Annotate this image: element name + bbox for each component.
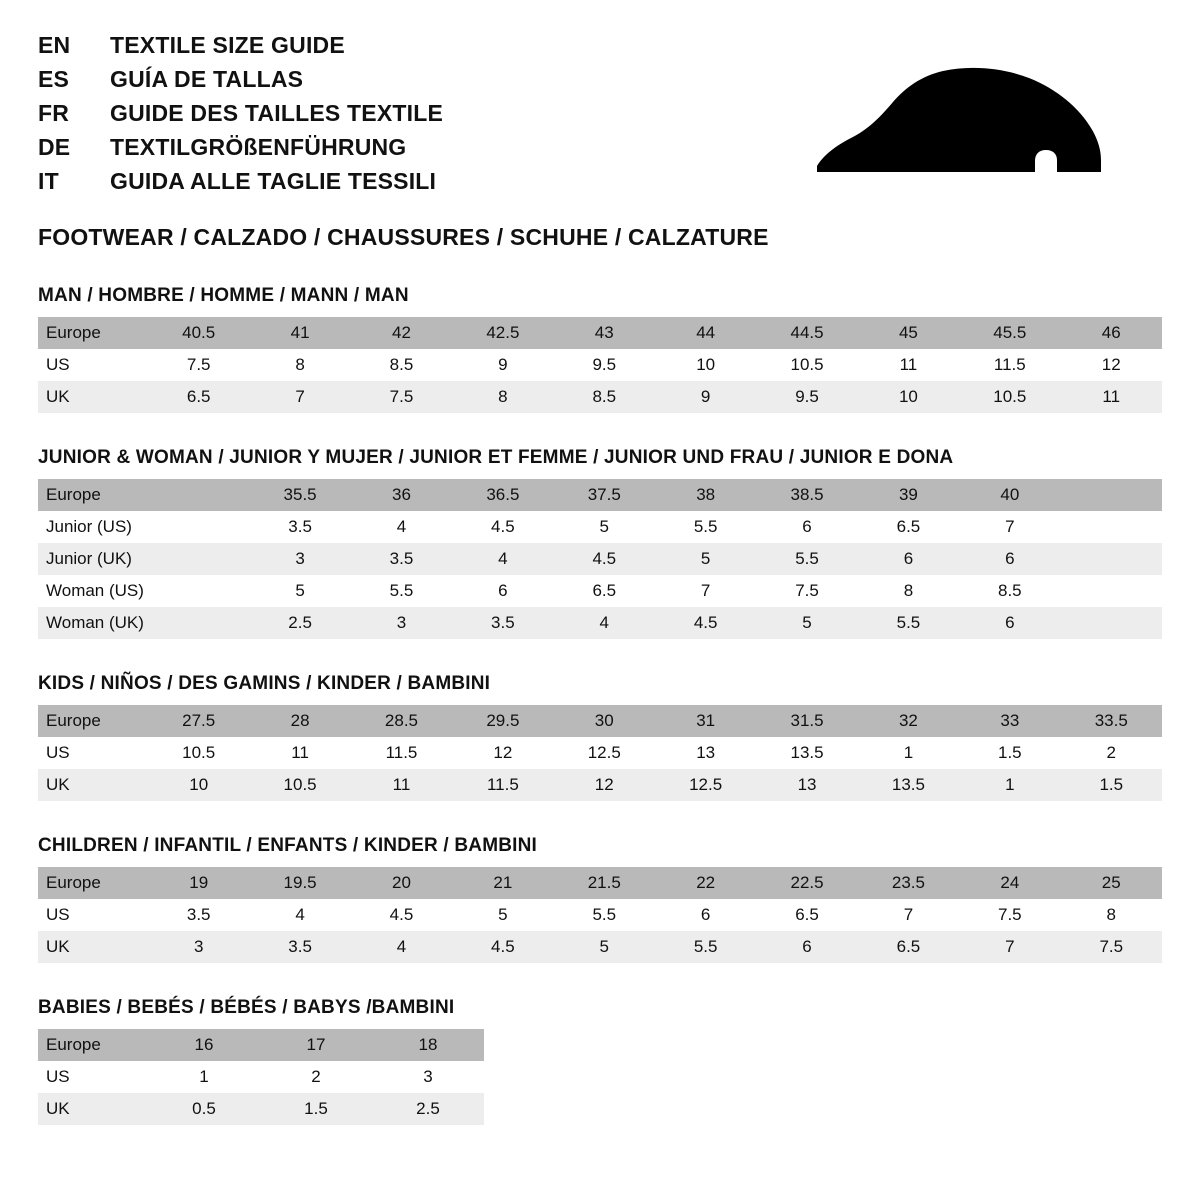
cell: 45.5 [959, 317, 1060, 349]
cell: 1 [959, 769, 1060, 801]
cell: 9.5 [756, 381, 857, 413]
cell: 7 [655, 575, 756, 607]
cell: 20 [351, 867, 452, 899]
cell: 28 [249, 705, 350, 737]
table-row [38, 899, 1162, 931]
cell: 12 [1061, 349, 1162, 381]
cell: 33.5 [1061, 705, 1162, 737]
cell: 12 [452, 737, 553, 769]
row-label: US [38, 737, 148, 769]
language-title: TEXTILGRÖßENFÜHRUNG [110, 134, 407, 160]
cell: 36 [351, 479, 452, 511]
cell: 38.5 [756, 479, 857, 511]
row-label: Junior (UK) [38, 543, 148, 575]
row-label: UK [38, 931, 148, 963]
size-table [38, 317, 1162, 413]
cell: 23.5 [858, 867, 959, 899]
cell: 44.5 [756, 317, 857, 349]
cell: 6 [452, 575, 553, 607]
table-row [38, 1029, 484, 1061]
table-row [38, 543, 1162, 575]
cell: 31.5 [756, 705, 857, 737]
cell: 32 [858, 705, 959, 737]
cell: 21.5 [554, 867, 655, 899]
cell: 7.5 [959, 899, 1060, 931]
cell [1061, 575, 1162, 607]
cell: 6.5 [148, 381, 249, 413]
cell: 8.5 [959, 575, 1060, 607]
cell: 3.5 [351, 543, 452, 575]
section-title: MAN / HOMBRE / HOMME / MANN / MAN [38, 285, 409, 306]
cell: 10 [655, 349, 756, 381]
cell: 8 [452, 381, 553, 413]
cell: 46 [1061, 317, 1162, 349]
cell [1061, 543, 1162, 575]
cell: 4.5 [351, 899, 452, 931]
cell: 6.5 [756, 899, 857, 931]
cell: 4 [554, 607, 655, 639]
cell: 4.5 [452, 511, 553, 543]
cell: 2.5 [249, 607, 350, 639]
cell: 8 [249, 349, 350, 381]
cell: 18 [372, 1029, 484, 1061]
cell: 13.5 [858, 769, 959, 801]
size-table [38, 479, 1162, 639]
cell: 5.5 [351, 575, 452, 607]
cell: 1 [148, 1061, 260, 1093]
cell: 11 [1061, 381, 1162, 413]
row-label: Woman (UK) [38, 607, 148, 639]
section-babies [38, 997, 1162, 1125]
language-code: ES [38, 66, 70, 92]
cell: 10.5 [756, 349, 857, 381]
cell: 5.5 [756, 543, 857, 575]
cell: 3.5 [249, 511, 350, 543]
section-kids [38, 673, 1162, 801]
cell: 4 [249, 899, 350, 931]
cell [1061, 479, 1162, 511]
section-title: BABIES / BEBÉS / BÉBÉS / BABYS /BAMBINI [38, 997, 455, 1018]
section-title: JUNIOR & WOMAN / JUNIOR Y MUJER / JUNIOR ET FEMME / JUNIOR UND FRAU / JUNIOR E DONA [38, 447, 954, 468]
cell: 12 [554, 769, 655, 801]
language-title: TEXTILE SIZE GUIDE [110, 32, 345, 58]
size-table [38, 1029, 484, 1125]
cell: 4 [452, 543, 553, 575]
cell: 7.5 [756, 575, 857, 607]
section-title: KIDS / NIÑOS / DES GAMINS / KINDER / BAMBINI [38, 673, 491, 694]
cell: 2 [1061, 737, 1162, 769]
cell: 36.5 [452, 479, 553, 511]
cell: 42 [351, 317, 452, 349]
cell: 11 [351, 769, 452, 801]
row-label: Europe [38, 867, 148, 899]
cell: 31 [655, 705, 756, 737]
table-row [38, 1061, 484, 1093]
table-row [38, 931, 1162, 963]
cell: 24 [959, 867, 1060, 899]
cell: 5.5 [554, 899, 655, 931]
cell: 12.5 [655, 769, 756, 801]
cell: 9 [655, 381, 756, 413]
row-label: Europe [38, 1029, 148, 1061]
cell: 5.5 [655, 931, 756, 963]
cell: 3.5 [249, 931, 350, 963]
cell: 13.5 [756, 737, 857, 769]
cell: 7.5 [1061, 931, 1162, 963]
cell: 9.5 [554, 349, 655, 381]
table-row [38, 705, 1162, 737]
row-label: UK [38, 769, 148, 801]
cell: 30 [554, 705, 655, 737]
cell: 6 [655, 899, 756, 931]
cell: 6.5 [858, 511, 959, 543]
cell: 1 [858, 737, 959, 769]
cell [148, 479, 249, 511]
row-label: Europe [38, 479, 148, 511]
cell: 6.5 [554, 575, 655, 607]
cell: 5 [249, 575, 350, 607]
table-row [38, 867, 1162, 899]
size-table [38, 705, 1162, 801]
cell: 43 [554, 317, 655, 349]
table-row [38, 607, 1162, 639]
cell: 10.5 [249, 769, 350, 801]
cell: 7 [959, 511, 1060, 543]
cell: 17 [260, 1029, 372, 1061]
cell: 28.5 [351, 705, 452, 737]
page-header [38, 32, 1162, 251]
cell: 11.5 [452, 769, 553, 801]
cell: 10.5 [148, 737, 249, 769]
table-row [38, 317, 1162, 349]
cell: 33 [959, 705, 1060, 737]
cell: 3.5 [148, 899, 249, 931]
cell: 3 [249, 543, 350, 575]
cell: 2.5 [372, 1093, 484, 1125]
row-label: US [38, 899, 148, 931]
cell: 10.5 [959, 381, 1060, 413]
cell [1061, 607, 1162, 639]
size-table [38, 867, 1162, 963]
cell: 5.5 [858, 607, 959, 639]
cell: 8.5 [554, 381, 655, 413]
cell: 3 [372, 1061, 484, 1093]
cell: 5 [554, 931, 655, 963]
cell: 6.5 [858, 931, 959, 963]
section-title: CHILDREN / INFANTIL / ENFANTS / KINDER / BAMBINI [38, 835, 538, 856]
cell: 2 [260, 1061, 372, 1093]
cell: 40.5 [148, 317, 249, 349]
language-code: DE [38, 134, 71, 160]
table-row [38, 381, 1162, 413]
cell: 11.5 [351, 737, 452, 769]
cell: 1.5 [1061, 769, 1162, 801]
cell: 10 [858, 381, 959, 413]
cell: 4 [351, 511, 452, 543]
table-row [38, 349, 1162, 381]
table-row [38, 511, 1162, 543]
cell: 6 [959, 607, 1060, 639]
cell: 1.5 [959, 737, 1060, 769]
cell: 3.5 [452, 607, 553, 639]
row-label: UK [38, 381, 148, 413]
cell: 25 [1061, 867, 1162, 899]
row-label: Woman (US) [38, 575, 148, 607]
language-title: GUIDA ALLE TAGLIE TESSILI [110, 168, 437, 194]
cell: 5.5 [655, 511, 756, 543]
language-title: GUÍA DE TALLAS [110, 66, 304, 92]
cell: 16 [148, 1029, 260, 1061]
cell: 4.5 [452, 931, 553, 963]
cell: 13 [756, 769, 857, 801]
cell: 7 [959, 931, 1060, 963]
table-row [38, 737, 1162, 769]
cell: 21 [452, 867, 553, 899]
language-title: GUIDE DES TAILLES TEXTILE [110, 100, 443, 126]
cell: 7 [858, 899, 959, 931]
cell: 38 [655, 479, 756, 511]
cell [148, 575, 249, 607]
category-heading: FOOTWEAR / CALZADO / CHAUSSURES / SCHUHE / CALZATURE [38, 224, 769, 250]
cell: 1.5 [260, 1093, 372, 1125]
cell: 11 [858, 349, 959, 381]
cell: 6 [959, 543, 1060, 575]
cell: 42.5 [452, 317, 553, 349]
table-row [38, 575, 1162, 607]
cell: 5 [554, 511, 655, 543]
cell: 4.5 [655, 607, 756, 639]
section-children [38, 835, 1162, 963]
row-label: Junior (US) [38, 511, 148, 543]
cell: 41 [249, 317, 350, 349]
row-label: US [38, 349, 148, 381]
cell [148, 607, 249, 639]
cell [148, 543, 249, 575]
cell: 37.5 [554, 479, 655, 511]
cell: 7.5 [148, 349, 249, 381]
cell: 19.5 [249, 867, 350, 899]
cell: 44 [655, 317, 756, 349]
cell: 8 [858, 575, 959, 607]
row-label: UK [38, 1093, 148, 1125]
cell: 40 [959, 479, 1060, 511]
row-label: US [38, 1061, 148, 1093]
language-code: IT [38, 168, 59, 194]
cell: 9 [452, 349, 553, 381]
cell: 8 [1061, 899, 1162, 931]
cell: 3 [148, 931, 249, 963]
cell: 27.5 [148, 705, 249, 737]
cell: 5 [756, 607, 857, 639]
cell: 45 [858, 317, 959, 349]
cell [1061, 511, 1162, 543]
cell: 0.5 [148, 1093, 260, 1125]
cell: 29.5 [452, 705, 553, 737]
cell: 13 [655, 737, 756, 769]
cell: 35.5 [249, 479, 350, 511]
language-code: EN [38, 32, 71, 58]
cell: 7.5 [351, 381, 452, 413]
dress-shoe-icon [757, 60, 1117, 210]
cell: 3 [351, 607, 452, 639]
cell: 6 [858, 543, 959, 575]
cell: 4 [351, 931, 452, 963]
cell: 6 [756, 511, 857, 543]
cell [148, 511, 249, 543]
cell: 10 [148, 769, 249, 801]
cell: 7 [249, 381, 350, 413]
row-label: Europe [38, 705, 148, 737]
cell: 22.5 [756, 867, 857, 899]
cell: 19 [148, 867, 249, 899]
cell: 12.5 [554, 737, 655, 769]
table-row [38, 479, 1162, 511]
table-row [38, 769, 1162, 801]
cell: 4.5 [554, 543, 655, 575]
cell: 22 [655, 867, 756, 899]
cell: 11.5 [959, 349, 1060, 381]
section-man [38, 285, 1162, 413]
cell: 11 [249, 737, 350, 769]
cell: 5 [655, 543, 756, 575]
cell: 5 [452, 899, 553, 931]
cell: 39 [858, 479, 959, 511]
cell: 6 [756, 931, 857, 963]
section-junior-woman [38, 447, 1162, 639]
row-label: Europe [38, 317, 148, 349]
language-code: FR [38, 100, 70, 126]
table-row [38, 1093, 484, 1125]
cell: 8.5 [351, 349, 452, 381]
